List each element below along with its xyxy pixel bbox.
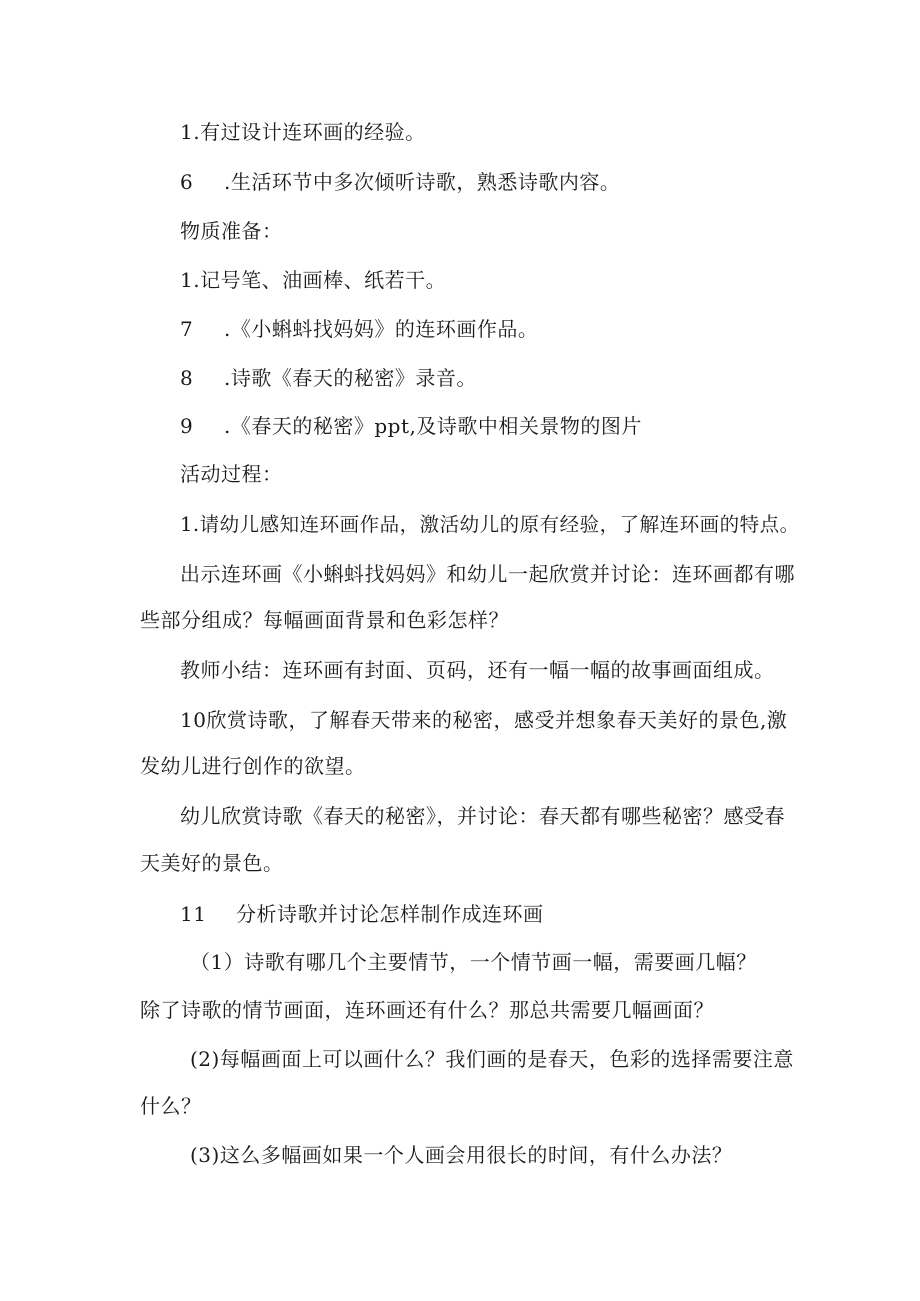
- paragraph-question-1-line1: （1）诗歌有哪几个主要情节，一个情节画一幅，需要画几幅？: [190, 950, 757, 974]
- item-number: 11: [180, 902, 207, 926]
- paragraph-appreciate-line2: 天美好的景色。: [140, 851, 284, 875]
- paragraph-material-1: 1.记号笔、油画棒、纸若干。: [180, 268, 447, 292]
- item-number: 8: [180, 366, 194, 390]
- paragraph-appreciate-line1: 幼儿欣赏诗歌《春天的秘密》，并讨论：春天都有哪些秘密？感受春: [180, 804, 785, 828]
- paragraph-question-2-line2: 什么？: [140, 1094, 202, 1118]
- paragraph-experience-1: 1.有过设计连环画的经验。: [180, 120, 426, 144]
- heading-material-prep: 物质准备：: [180, 219, 283, 243]
- item-number: 6: [180, 170, 194, 194]
- paragraph-question-1-line2: 除了诗歌的情节画面，连环画还有什么？那总共需要几幅画面？: [140, 998, 714, 1022]
- paragraph-show-comic-line2: 些部分组成？每幅画面背景和色彩怎样？: [140, 608, 509, 632]
- item-number: 7: [180, 317, 194, 341]
- paragraph-step-10-line1: 10欣赏诗歌，了解春天带来的秘密，感受并想象春天美好的景色,激: [180, 708, 788, 732]
- paragraph-teacher-summary: 教师小结：连环画有封面、页码，还有一幅一幅的故事画面组成。: [180, 658, 775, 682]
- paragraph-step-11: 11 分析诗歌并讨论怎样制作成连环画: [180, 902, 544, 926]
- paragraph-question-2-line1: (2)每幅画面上可以画什么？我们画的是春天，色彩的选择需要注意: [190, 1047, 794, 1071]
- paragraph-item-7: 7 .《小蝌蚪找妈妈》的连环画作品。: [180, 317, 539, 341]
- paragraph-step-1: 1.请幼儿感知连环画作品，激活幼儿的原有经验，了解连环画的特点。: [180, 513, 800, 536]
- paragraph-show-comic-line1: 出示连环画《小蝌蚪找妈妈》和幼儿一起欣赏并讨论：连环画都有哪: [180, 562, 795, 586]
- paragraph-item-8: 8 .诗歌《春天的秘密》录音。: [180, 366, 477, 390]
- paragraph-item-6: 6 .生活环节中多次倾听诗歌，熟悉诗歌内容。: [180, 170, 621, 194]
- paragraph-step-10-line2: 发幼儿进行创作的欲望。: [140, 754, 366, 778]
- item-number: 9: [180, 414, 194, 438]
- paragraph-item-9: 9 .《春天的秘密》ppt,及诗歌中相关景物的图片: [180, 414, 642, 438]
- heading-activity-process: 活动过程：: [180, 462, 283, 486]
- paragraph-question-3: (3)这么多幅画如果一个人画会用很长的时间，有什么办法？: [190, 1143, 733, 1167]
